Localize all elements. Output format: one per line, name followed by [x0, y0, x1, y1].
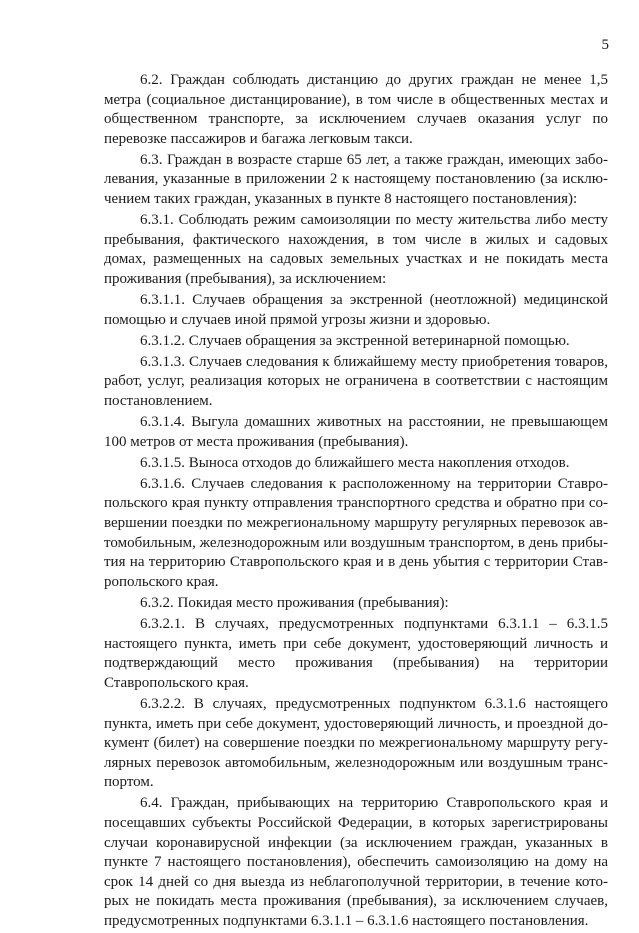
paragraph-6-3-1-6: 6.3.1.6. Случаев следования к расположенному на территории Ставропольского края пункту отправления транспортного средства и обратно при совершении поездки по межрегиональному маршруту регулярных перевозок автомобильным, железнодорожным или воздушным транспортом, в день прибытия на территорию Ставропольского края и в день убытия с территории Ставропольского края.	[104, 475, 608, 590]
paragraph-6-4: 6.4. Граждан, прибывающих на территорию Ставропольского края и посещавших субъекты Российской Федерации, в которых зарегистрированы случаи коронавирусной инфекции (за исключением граждан, указанных в пункте 7 настоящего постановления), обеспечить самоизоляцию на дому на срок 14 дней со дня выезда из неблагополучной территории, в течение которых не покидать места проживания (пребывания), за исключением случаев, предусмотренных подпунктами 6.3.1.1 – 6.3.1.6 настоящего постановления.	[104, 795, 608, 929]
paragraph-6-3-2-1: 6.3.2.1. В случаях, предусмотренных подпунктами 6.3.1.1 – 6.3.1.5 настоящего пункта, иметь при себе документ, удостоверяющий личность и подтверждающий место проживания (пребывания) на территории Ставропольского края.	[104, 616, 608, 691]
paragraph-6-3-1-3: 6.3.1.3. Случаев следования к ближайшему месту приобретения товаров, работ, услуг, реализация которых не ограничена в соответствии с настоящим постановлением.	[104, 353, 608, 409]
paragraph-6-3-2: 6.3.2. Покидая место проживания (пребывания):	[140, 594, 449, 611]
paragraph-6-3-1-1: 6.3.1.1. Случаев обращения за экстренной (неотложной) медицинской помощью и случаев иной прямой угрозы жизни и здоровью.	[104, 292, 608, 328]
paragraph-6-3: 6.3. Граждан в возрасте старше 65 лет, а также граждан, имеющих заболевания, указанные в приложении 2 к настоящему постановлению (за исключением таких граждан, указанных в пункте 8 настоящего постановления):	[104, 151, 608, 208]
paragraph-6-3-1-4: 6.3.1.4. Выгула домашних животных на расстоянии, не превышающем 100 метров от места проживания (пребывания).	[104, 414, 608, 450]
document-body	[104, 71, 608, 933]
paragraph-6-3-2-2: 6.3.2.2. В случаях, предусмотренных подпунктом 6.3.1.6 настоящего пункта, иметь при себе документ, удостоверяющий личность, и проездной документ (билет) на совершение поездки по межрегиональному маршруту регулярных перевозок автомобильным, железнодорожным или воздушным транспортом.	[104, 695, 608, 791]
page-number: 5	[601, 37, 609, 53]
paragraph-6-3-1: 6.3.1. Соблюдать режим самоизоляции по месту жительства либо месту пребывания, фактического нахождения, в том числе в жилых и садовых домах, размещенных на садовых земельных участках и не покидать места проживания (пребывания), за исключением:	[104, 212, 608, 287]
paragraph-6-3-1-2: 6.3.1.2. Случаев обращения за экстренной ветеринарной помощью.	[140, 332, 570, 349]
paragraph-6-2: 6.2. Граждан соблюдать дистанцию до других граждан не менее 1,5 метра (социальное дистанцирование), в том числе в общественных местах и общественном транспорте, за исключением случаев оказания услуг по перевозке пассажиров и багажа легковым такси.	[104, 72, 608, 147]
paragraph-6-3-1-5: 6.3.1.5. Выноса отходов до ближайшего места накопления отходов.	[140, 454, 570, 471]
